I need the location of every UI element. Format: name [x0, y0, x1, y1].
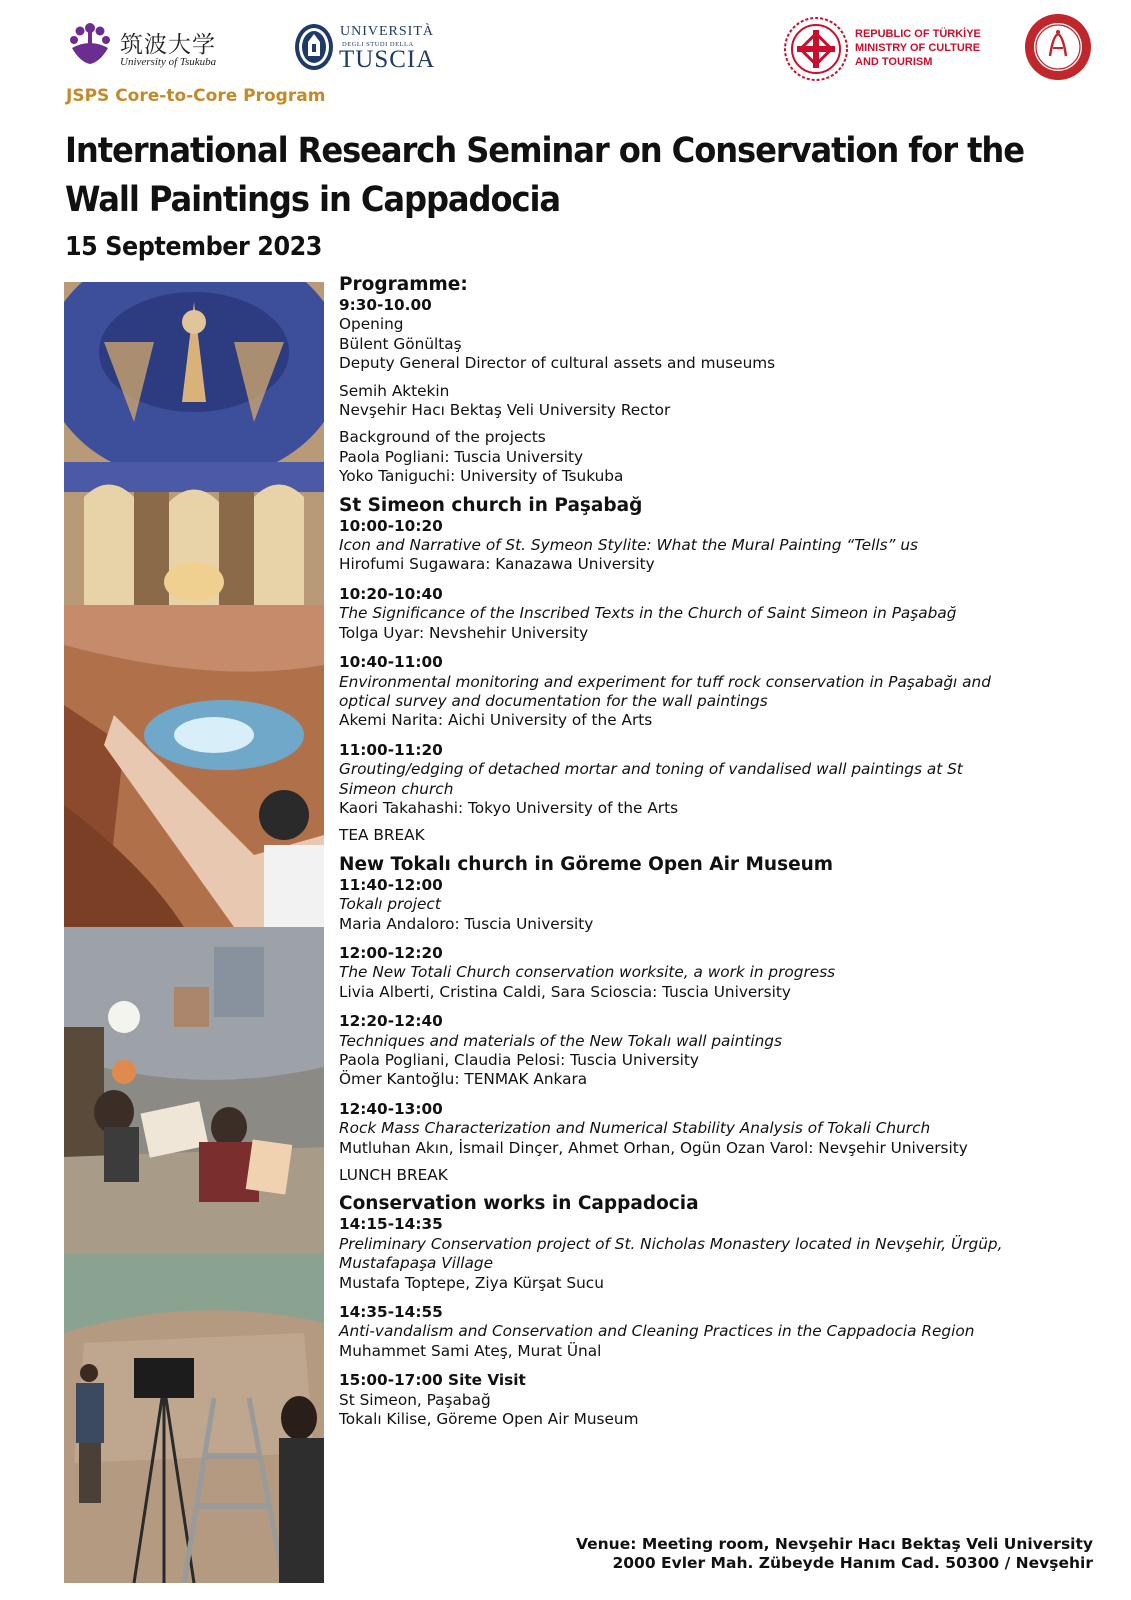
talk-title: The Significance of the Inscribed Texts in the Church of Saint Simeon in Paşabağ: [339, 604, 957, 623]
opening-speaker2-role: Nevşehir Hacı Bektaş Veli University Rector: [339, 401, 671, 420]
lunch-break: LUNCH BREAK: [339, 1166, 448, 1185]
venue-line-2: 2000 Evler Mah. Zübeyde Hanım Cad. 50300 / Nevşehir: [612, 1554, 1093, 1572]
seminar-title: International Research Seminar on Conservation for the Wall Paintings in Cappadocia: [65, 131, 1024, 220]
programme: [339, 274, 1109, 1430]
talk-speaker: Hirofumi Sugawara: Kanazawa University: [339, 555, 655, 574]
section-new-tokali-title: New Tokalı church in Göreme Open Air Museum: [339, 853, 834, 875]
talk-speaker: Muhammet Sami Ateş, Murat Ünal: [339, 1341, 602, 1360]
opening-speaker1-name: Bülent Gönültaş: [339, 334, 462, 353]
tuscia-name-line3: TUSCIA: [339, 46, 436, 73]
opening-speaker1-role: Deputy General Director of cultural assets and museums: [339, 354, 776, 373]
talk-speaker: Kaori Takahashi: Tokyo University of the Arts: [339, 798, 679, 817]
background-speaker-2: Yoko Taniguchi: University of Tsukuba: [339, 467, 624, 486]
photo-monastery-survey: [64, 1253, 324, 1583]
background-label: Background of the projects: [339, 428, 546, 447]
tsukuba-name-japanese: 筑波大学: [120, 32, 216, 58]
section-conservation-works-title: Conservation works in Cappadocia: [339, 1193, 699, 1215]
section-st-simeon-title: St Simeon church in Paşabağ: [339, 494, 643, 516]
nevsehir-university-seal: [1023, 12, 1093, 82]
talk-speaker: Mustafa Toptepe, Ziya Kürşat Sucu: [339, 1273, 604, 1292]
background-speaker-1: Paola Pogliani: Tuscia University: [339, 447, 584, 466]
talk-time: 11:00-11:20: [339, 740, 443, 759]
talk-time: 12:20-12:40: [339, 1012, 443, 1031]
talk-speaker: Livia Alberti, Cristina Caldi, Sara Scioscia: Tuscia University: [339, 982, 791, 1001]
talk-title: Techniques and materials of the New Tokalı wall paintings: [339, 1031, 782, 1050]
talk-title: Environmental monitoring and experiment for tuff rock conservation in Paşabağı and optical survey and documentation for the wall paintings: [339, 672, 991, 710]
talk-time: 14:15-14:35: [339, 1215, 443, 1234]
talk-time: 10:00-10:20: [339, 516, 443, 535]
university-of-tuscia-logo: [293, 22, 436, 76]
talk-speaker: Akemi Narita: Aichi University of the Arts: [339, 711, 653, 730]
talk-time: 12:40-13:00: [339, 1099, 443, 1118]
talk-title: The New Totali Church conservation worksite, a work in progress: [339, 963, 836, 982]
university-of-tsukuba-logo: [66, 20, 226, 72]
venue: [576, 1535, 1093, 1573]
tsukuba-paulownia-icon: [66, 20, 114, 68]
talk-speaker: Tolga Uyar: Nevshehir University: [339, 623, 589, 642]
opening-speaker2-name: Semih Aktekin: [339, 381, 450, 400]
talk-speaker: Paola Pogliani, Claudia Pelosi: Tuscia University: [339, 1051, 699, 1069]
talk-time: 14:35-14:55: [339, 1303, 443, 1322]
seminar-date: 15 September 2023: [65, 232, 322, 262]
talk-title: Tokalı project: [339, 895, 441, 914]
tuscia-seal-icon: [293, 22, 335, 72]
talk-speaker: Maria Andaloro: Tuscia University: [339, 914, 594, 933]
tea-break: TEA BREAK: [339, 826, 425, 845]
site-visit-time: 15:00-17:00 Site Visit: [339, 1371, 526, 1390]
photo-documentation-work: [64, 927, 324, 1253]
talk-title: Grouting/edging of detached mortar and toning of vandalised wall paintings at St Simeon church: [339, 760, 963, 798]
programme-heading: Programme:: [339, 274, 468, 295]
program-name: JSPS Core-to-Core Program: [66, 86, 326, 106]
talk-time: 10:40-11:00: [339, 653, 443, 672]
ministry-name-line3: AND TOURISM: [855, 56, 933, 68]
talk-time: 11:40-12:00: [339, 875, 443, 894]
talk-title: Preliminary Conservation project of St. Nicholas Monastery located in Nevşehir, Ürgüp, Mustafapaşa Village: [339, 1234, 1003, 1273]
talk-title: Anti-vandalism and Conservation and Cleaning Practices in the Cappadocia Region: [339, 1322, 975, 1341]
talk-time: 12:00-12:20: [339, 943, 443, 962]
talk-speaker: Mutluhan Akın, İsmail Dinçer, Ahmet Orhan, Ogün Ozan Varol: Nevşehir University: [339, 1138, 968, 1157]
tuscia-name-line1: UNIVERSITÀ: [340, 24, 434, 39]
talk-title: Icon and Narrative of St. Symeon Stylite: What the Mural Painting “Tells” us: [339, 536, 918, 555]
tuscia-name-line2: DEGLI STUDI DELLA: [342, 41, 414, 48]
site-visit-place-2: Tokalı Kilise, Göreme Open Air Museum: [339, 1410, 639, 1429]
photo-conservation-work: [64, 605, 324, 927]
ministry-emblem-icon: [783, 16, 849, 82]
photo-painted-dome: [64, 282, 324, 605]
tsukuba-name-english: University of Tsukuba: [120, 56, 217, 68]
ministry-name-line2: MINISTRY OF CULTURE: [855, 42, 981, 54]
venue-line-1: Venue: Meeting room, Nevşehir Hacı Bektaş Veli University: [575, 1535, 1093, 1553]
opening-label: Opening: [339, 315, 404, 334]
ministry-name-line1: REPUBLIC OF TÜRKİYE: [855, 28, 981, 40]
talk-title: Rock Mass Characterization and Numerical Stability Analysis of Tokali Church: [339, 1119, 931, 1138]
site-visit-place-1: St Simeon, Paşabağ: [339, 1390, 491, 1409]
talk-speaker: Ömer Kantoğlu: TENMAK Ankara: [339, 1070, 588, 1089]
ministry-of-culture-logo: [783, 16, 983, 86]
talk-time: 10:20-10:40: [339, 584, 443, 603]
nevsehir-seal-icon: [1023, 12, 1093, 82]
opening-time: 9:30-10.00: [339, 296, 432, 314]
